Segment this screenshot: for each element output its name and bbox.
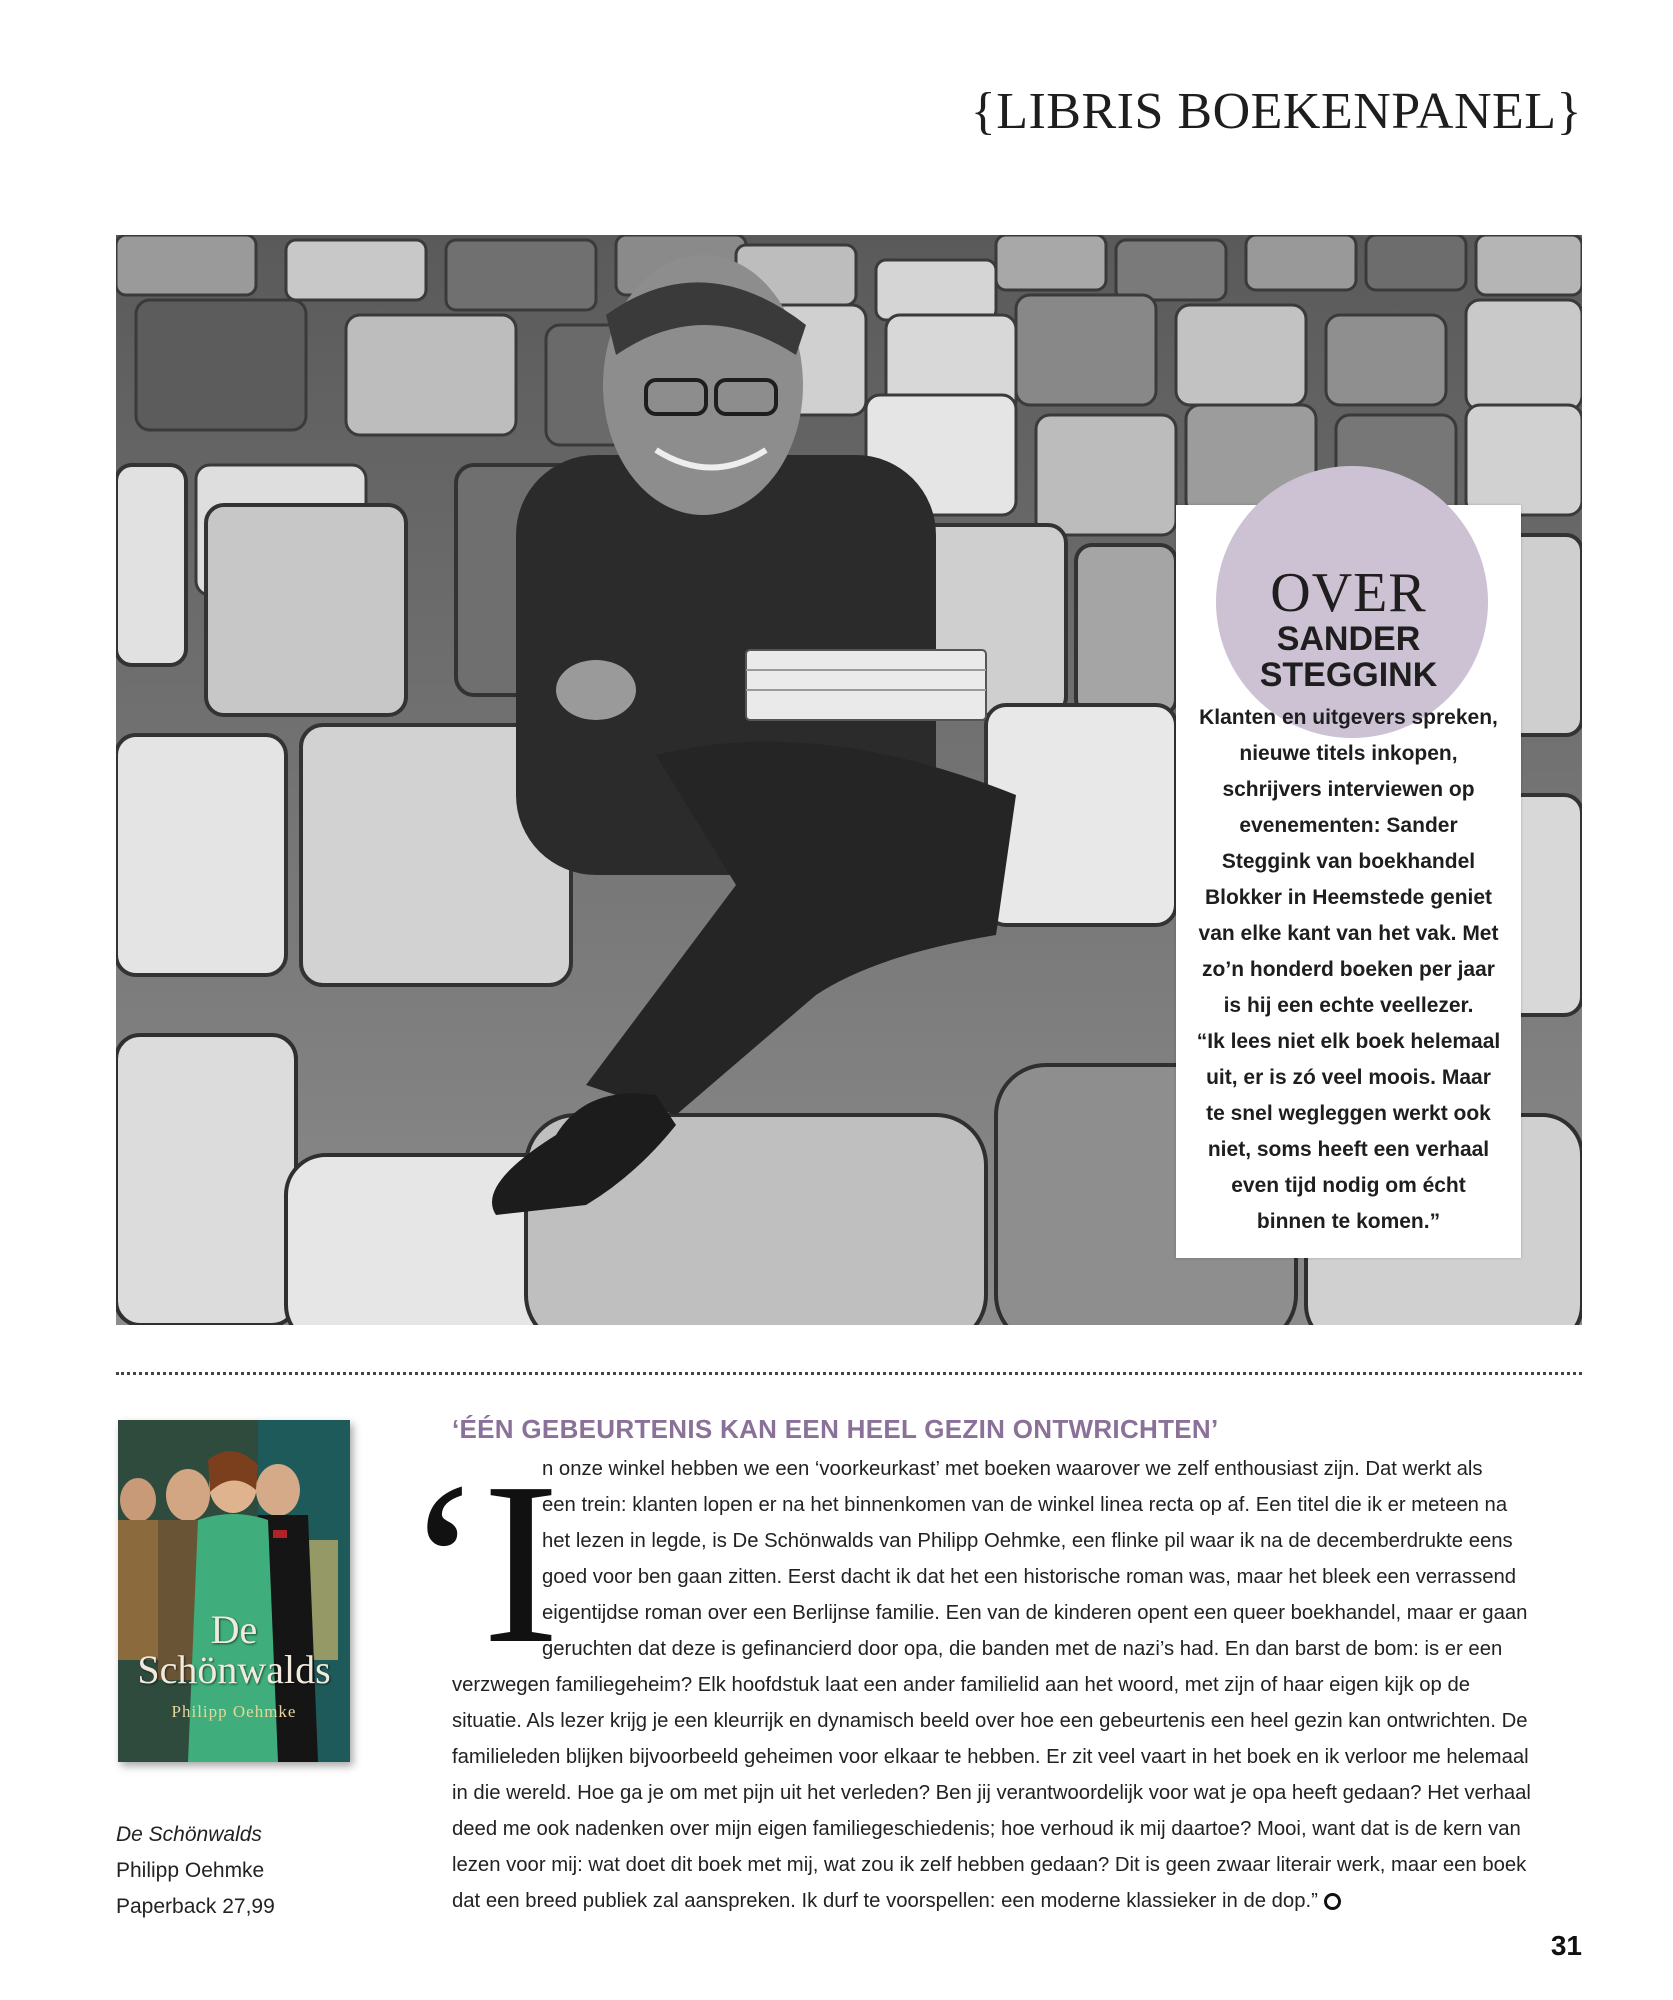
profile-line: nieuwe titels inkopen, xyxy=(1239,742,1458,765)
profile-line: niet, soms heeft een verhaal xyxy=(1207,1138,1490,1161)
article-line: verzwegen familiegeheim? Elk hoofdstuk laat een ander familielid aan het woord, met zijn of haar eigen kijk op de xyxy=(452,1674,1471,1696)
cover-title xyxy=(118,1607,350,1692)
article-line: in die wereld. Hoe ga je om met pijn uit het verleden? Ben jij verantwoordelijk voor wat je opa heeft gedaan? Het verhaal xyxy=(452,1782,1531,1804)
profile-line: te snel wegleggen werkt ook xyxy=(1206,1102,1491,1125)
book-caption xyxy=(116,1817,275,1925)
profile-line: Steggink van boekhandel xyxy=(1221,850,1476,873)
article-line: eigentijdse roman over een Berlijnse familie. Een van de kinderen opent een queer boekhandel, maar er gaan xyxy=(542,1602,1528,1624)
dotted-divider xyxy=(116,1372,1582,1375)
profile-line: Blokker in Heemstede geniet xyxy=(1204,886,1493,909)
profile-over-label: OVER xyxy=(1270,562,1427,624)
article-line: n onze winkel hebben we een ‘voorkeurkast’ met boeken waarover we zelf enthousiast zijn. Dat werkt als xyxy=(542,1458,1483,1480)
profile-line: van elke kant van het vak. Met xyxy=(1198,922,1499,945)
profile-line: evenementen: Sander xyxy=(1239,814,1458,837)
drop-cap: ‘I xyxy=(405,1435,560,1692)
profile-name xyxy=(1176,621,1521,693)
profile-line: Klanten en uitgevers spreken, xyxy=(1199,706,1498,729)
profile-line: zo’n honderd boeken per jaar xyxy=(1202,958,1495,981)
caption-title: De Schönwalds xyxy=(116,1823,262,1846)
article-body xyxy=(452,1451,1583,1919)
article-line: goed voor ben gaan zitten. Eerst dacht ik dat het een historische roman was, maar het bleek een verrassend xyxy=(542,1566,1517,1588)
article-line: lezen voor mij: wat doet dit boek met mij, wat zou ik zelf hebben gedaan? Dit is geen zwaar literair werk, maar een boek xyxy=(452,1854,1527,1876)
profile-line: is hij een echte veellezer. xyxy=(1223,994,1474,1017)
article-line: geruchten dat deze is gefinancierd door opa, die banden met de nazi’s had. En dan barst de bom: is er een xyxy=(542,1638,1503,1660)
end-mark-icon xyxy=(1324,1893,1341,1910)
profile-text xyxy=(1190,700,1507,1240)
profile-name-line: STEGGINK xyxy=(1259,656,1438,694)
cover-author: Philipp Oehmke xyxy=(171,1702,297,1721)
book-cover xyxy=(118,1420,350,1762)
caption-price: Paperback 27,99 xyxy=(116,1895,275,1918)
profile-line: binnen te komen.” xyxy=(1256,1210,1441,1233)
article-line: familieleden blijken bijvoorbeeld geheimen voor elkaar te hebben. Er zit veel vaart in het boek en ik verloor me helemaal xyxy=(452,1746,1529,1768)
caption-author: Philipp Oehmke xyxy=(116,1859,265,1882)
profile-name-line: SANDER xyxy=(1276,620,1421,658)
section-title: {LIBRIS BOEKENPANEL} xyxy=(970,83,1582,140)
profile-line: schrijvers interviewen op xyxy=(1222,778,1475,801)
article-headline: ‘ÉÉN GEBEURTENIS KAN EEN HEEL GEZIN ONTWRICHTEN’ xyxy=(452,1414,1219,1444)
profile-line: “Ik lees niet elk boek helemaal xyxy=(1196,1030,1501,1053)
cover-title-line: Schönwalds xyxy=(137,1647,331,1692)
profile-line: even tijd nodig om écht xyxy=(1231,1174,1466,1197)
article-line: het lezen in legde, is De Schönwalds van Philipp Oehmke, een flinke pil waar ik na de decemberdrukte eens xyxy=(542,1530,1513,1552)
article-line: een trein: klanten lopen er na het binnenkomen van de winkel linea recta op af. Een titel die ik er meteen na xyxy=(542,1494,1508,1516)
article-line: situatie. Als lezer krijg je een kleurrijk en dynamisch beeld over hoe een gebeurtenis een heel gezin kan ontwrichten. De xyxy=(452,1710,1528,1732)
article-last-line xyxy=(452,1883,1583,1919)
article-line: dat een breed publiek zal aanspreken. Ik durf te voorspellen: een moderne klassieker in de dop.” xyxy=(452,1890,1318,1912)
cover-title-line: De xyxy=(210,1607,258,1652)
profile-line: uit, er is zó veel moois. Maar xyxy=(1206,1066,1491,1089)
page-number: 31 xyxy=(1550,1930,1582,1961)
article-line: deed me ook nadenken over mijn eigen familiegeschiedenis; hoe verhoud ik mij daartoe? Mooi, want dat is de kern van xyxy=(452,1818,1521,1840)
